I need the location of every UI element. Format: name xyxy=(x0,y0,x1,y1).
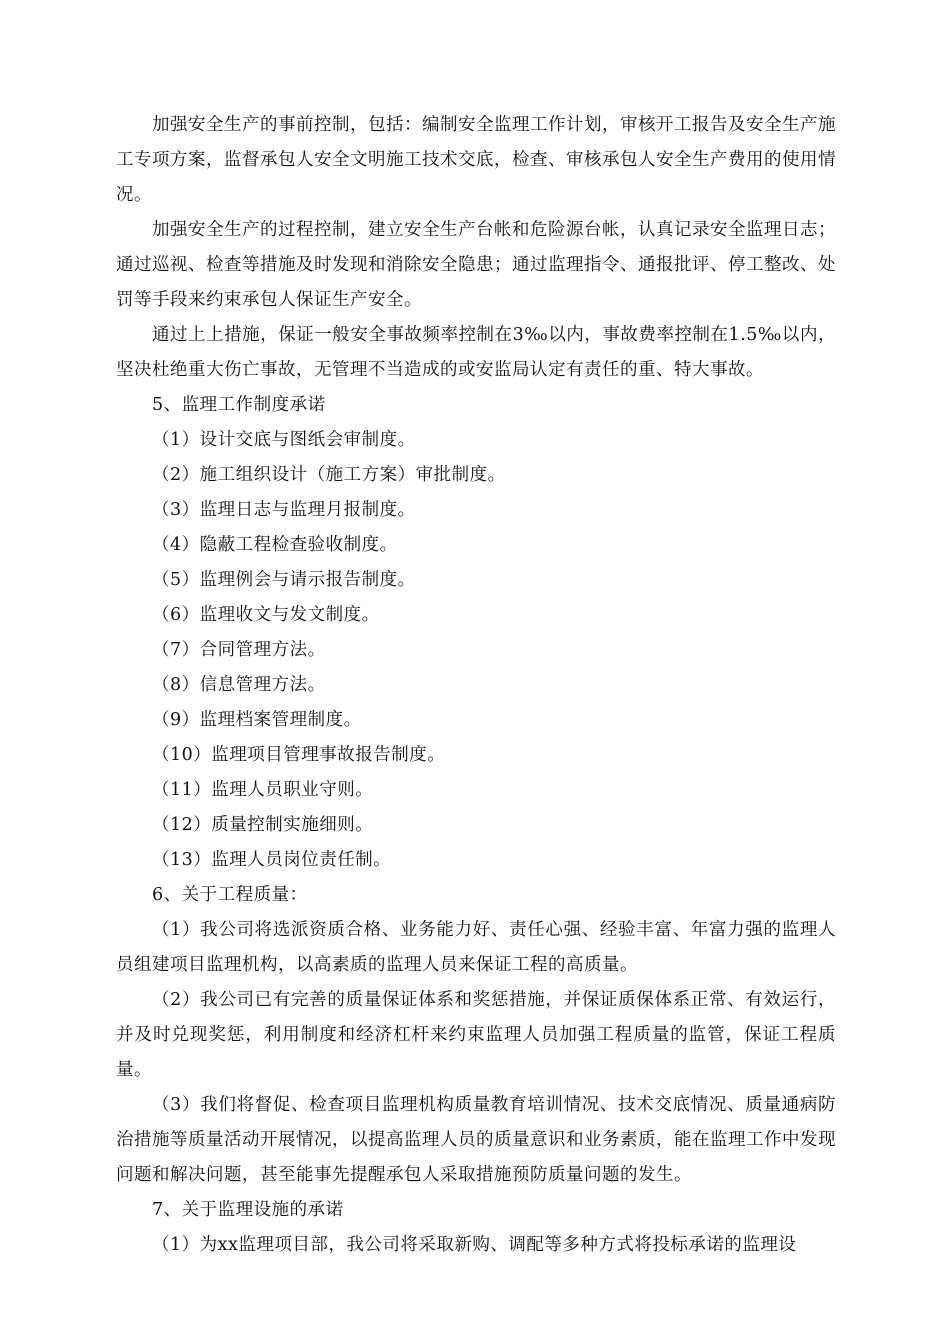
list-item-8: （8）信息管理方法。 xyxy=(152,675,326,695)
quality-item-1: （1）我公司将选派资质合格、业务能力好、责任心强、经验丰富、年富力强的监理人员组建项目监理机构，以高素质的监理人员来保证工程的高质量。 xyxy=(116,920,836,975)
paragraph-process-control: 加强安全生产的过程控制，建立安全生产台帐和危险源台帐，认真记录安全监理日志；通过巡视、检查等措施及时发现和消除安全隐患；通过监理指令、通报批评、停工整改、处罚等手段来约束承包人保证生产安全。 xyxy=(116,220,836,310)
quality-item-2: （2）我公司已有完善的质量保证体系和奖惩措施，并保证质保体系正常、有效运行，并及时兑现奖惩，利用制度和经济杠杆来约束监理人员加强工程质量的监管，保证工程质量。 xyxy=(116,990,836,1080)
list-item-10: （10）监理项目管理事故报告制度。 xyxy=(152,745,446,765)
list-item-6: （6）监理收文与发文制度。 xyxy=(152,605,380,625)
list-item-2: （2）施工组织设计（施工方案）审批制度。 xyxy=(152,465,506,485)
list-item-5: （5）监理例会与请示报告制度。 xyxy=(152,570,416,590)
list-item-13: （13）监理人员岗位责任制。 xyxy=(152,850,392,870)
quality-item-3: （3）我们将督促、检查项目监理机构质量教育培训情况、技术交底情况、质量通病防治措施等质量活动开展情况，以提高监理人员的质量意识和业务素质，能在监理工作中发现问题和解决问题，甚至能事先提醒承包人采取措施预防质量问题的发生。 xyxy=(116,1095,836,1185)
paragraph-pre-control: 加强安全生产的事前控制，包括：编制安全监理工作计划，审核开工报告及安全生产施工专项方案，监督承包人安全文明施工技术交底，检查、审核承包人安全生产费用的使用情况。 xyxy=(116,115,836,205)
list-item-12: （12）质量控制实施细则。 xyxy=(152,815,374,835)
paragraph-accident-rate: 通过上上措施，保证一般安全事故频率控制在3‰以内，事故费率控制在1.5‰以内，坚决杜绝重大伤亡事故，无管理不当造成的或安监局认定有责任的重、特大事故。 xyxy=(116,325,836,380)
list-item-3: （3）监理日志与监理月报制度。 xyxy=(152,500,416,520)
list-item-4: （4）隐蔽工程检查验收制度。 xyxy=(152,535,398,555)
section-heading-6: 6、关于工程质量： xyxy=(152,885,308,905)
section-heading-7: 7、关于监理设施的承诺 xyxy=(152,1200,344,1220)
list-item-1: （1）设计交底与图纸会审制度。 xyxy=(152,430,416,450)
section-heading-5: 5、监理工作制度承诺 xyxy=(152,395,326,415)
document-body xyxy=(116,108,836,1263)
list-item-11: （11）监理人员职业守则。 xyxy=(152,780,374,800)
facility-item-1: （1）为xx监理项目部，我公司将采取新购、调配等多种方式将投标承诺的监理设 xyxy=(152,1235,797,1255)
list-item-9: （9）监理档案管理制度。 xyxy=(152,710,362,730)
list-item-7: （7）合同管理方法。 xyxy=(152,640,326,660)
